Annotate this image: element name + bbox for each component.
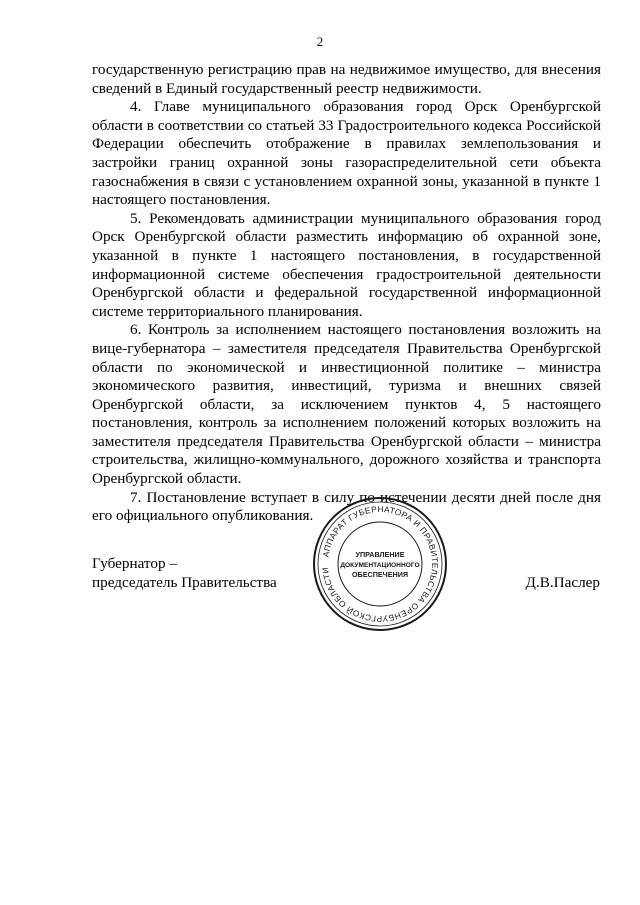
paragraph-item-7: 7. Постановление вступает в силу по истечении десяти дней после дня его официального опубликования.	[92, 488, 601, 525]
signatory-title-line-1: Губернатор –	[92, 555, 177, 572]
seal-center-line-3: ОБЕСПЕЧЕНИЯ	[351, 570, 409, 579]
page-number: 2	[316, 34, 324, 49]
seal-center-line-1: УПРАВЛЕНИЕ	[355, 550, 405, 559]
signatory-name: Д.В.Паслер	[525, 574, 600, 591]
signatory-title-line-2: председатель Правительства	[92, 573, 277, 591]
signatory-title	[92, 555, 277, 592]
official-seal	[310, 494, 450, 634]
paragraph-continuation: государственную регистрацию прав на недвижимое имущество, для внесения сведений в Единый государственный реестр недвижимости.	[92, 61, 601, 97]
document-body	[92, 61, 601, 526]
paragraph-item-6: 6. Контроль за исполнением настоящего постановления возложить на вице-губернатора – заместителя председателя Правительства Оренбургской области по экономической и инвестиционной политике – министра экономического развития, инвестиций, туризма и внешних связей Оренбургской области, за исключением пунктов 4, 5 настоящего постановления, контроль за исполнением положений которых возложить на заместителя председателя Правительства Оренбургской области – министра строительства, жилищно-коммунального, дорожного хозяйства и транспорта Оренбургской области.	[92, 321, 601, 488]
paragraph-item-4: 4. Главе муниципального образования город Орск Оренбургской области в соответствии со статьей 33 Градостроительного кодекса Российской Федерации обеспечить отображение в правилах землепользования и застройки границ охранной зоны газораспределительной сети объекта газоснабжения в связи с установлением охранной зоны, указанной в пункте 1 настоящего постановления.	[92, 98, 601, 209]
paragraph-item-5: 5. Рекомендовать администрации муниципального образования город Орск Оренбургской области разместить информацию об охранной зоне, указанной в пункте 1 настоящего постановления, в государственной информационной системе обеспечения градостроительной деятельности Оренбургской области и федеральной государственной информационной системе территориального планирования.	[92, 209, 601, 320]
seal-ring-text: АППАРАТ ГУБЕРНАТОРА И ПРАВИТЕЛЬСТВА ОРЕНБУРГСКОЙ ОБЛАСТИ	[320, 503, 441, 625]
seal-center-line-2: ДОКУМЕНТАЦИОННОГО	[340, 562, 420, 569]
